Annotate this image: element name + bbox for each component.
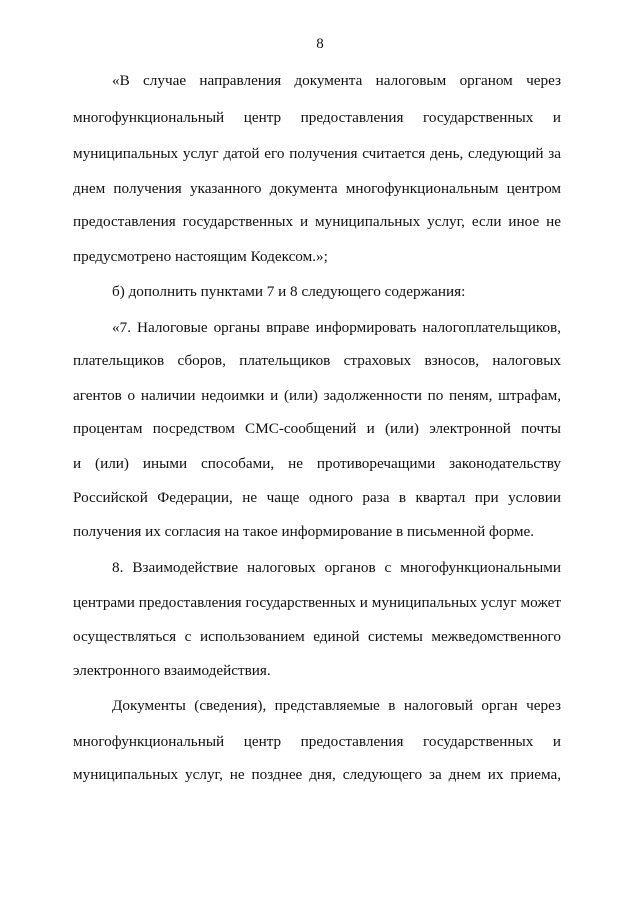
- text-line: предоставления государственных и муниципальных услуг, если иное не: [73, 213, 561, 230]
- text-line: муниципальных услуг датой его получения считается день, следующий за: [73, 145, 561, 162]
- text-line: электронного взаимодействия.: [73, 662, 271, 679]
- text-line: 8. Взаимодействие налоговых органов с многофункциональными: [112, 559, 561, 576]
- page-number: 8: [316, 36, 324, 52]
- text-line: плательщиков сборов, плательщиков страховых взносов, налоговых: [73, 352, 561, 369]
- text-line: получения их согласия на такое информирование в письменной форме.: [73, 523, 534, 540]
- text-line: центрами предоставления государственных и муниципальных услуг может: [73, 594, 561, 611]
- text-line: днем получения указанного документа многофункциональным центром: [73, 180, 561, 197]
- text-line: агентов о наличии недоимки и (или) задолженности по пеням, штрафам,: [73, 387, 561, 404]
- text-line: «7. Налоговые органы вправе информировать налогоплательщиков,: [112, 319, 561, 336]
- text-line: Документы (сведения), представляемые в налоговый орган через: [112, 697, 561, 714]
- text-line: предусмотрено настоящим Кодексом.»;: [73, 248, 328, 265]
- text-line: осуществляться с использованием единой системы межведомственного: [73, 628, 561, 645]
- text-line: б) дополнить пунктами 7 и 8 следующего содержания:: [112, 283, 466, 300]
- text-line: процентам посредством СМС-сообщений и (или) электронной почты: [73, 420, 561, 437]
- text-line: многофункциональный центр предоставления государственных и: [73, 109, 561, 126]
- text-line: и (или) иными способами, не противоречащими законодательству: [73, 455, 561, 472]
- text-line: «В случае направления документа налоговым органом через: [112, 72, 561, 89]
- text-line: Российской Федерации, не чаще одного раза в квартал при условии: [73, 489, 561, 506]
- text-line: муниципальных услуг, не позднее дня, следующего за днем их приема,: [73, 766, 561, 783]
- text-line: многофункциональный центр предоставления государственных и: [73, 733, 561, 750]
